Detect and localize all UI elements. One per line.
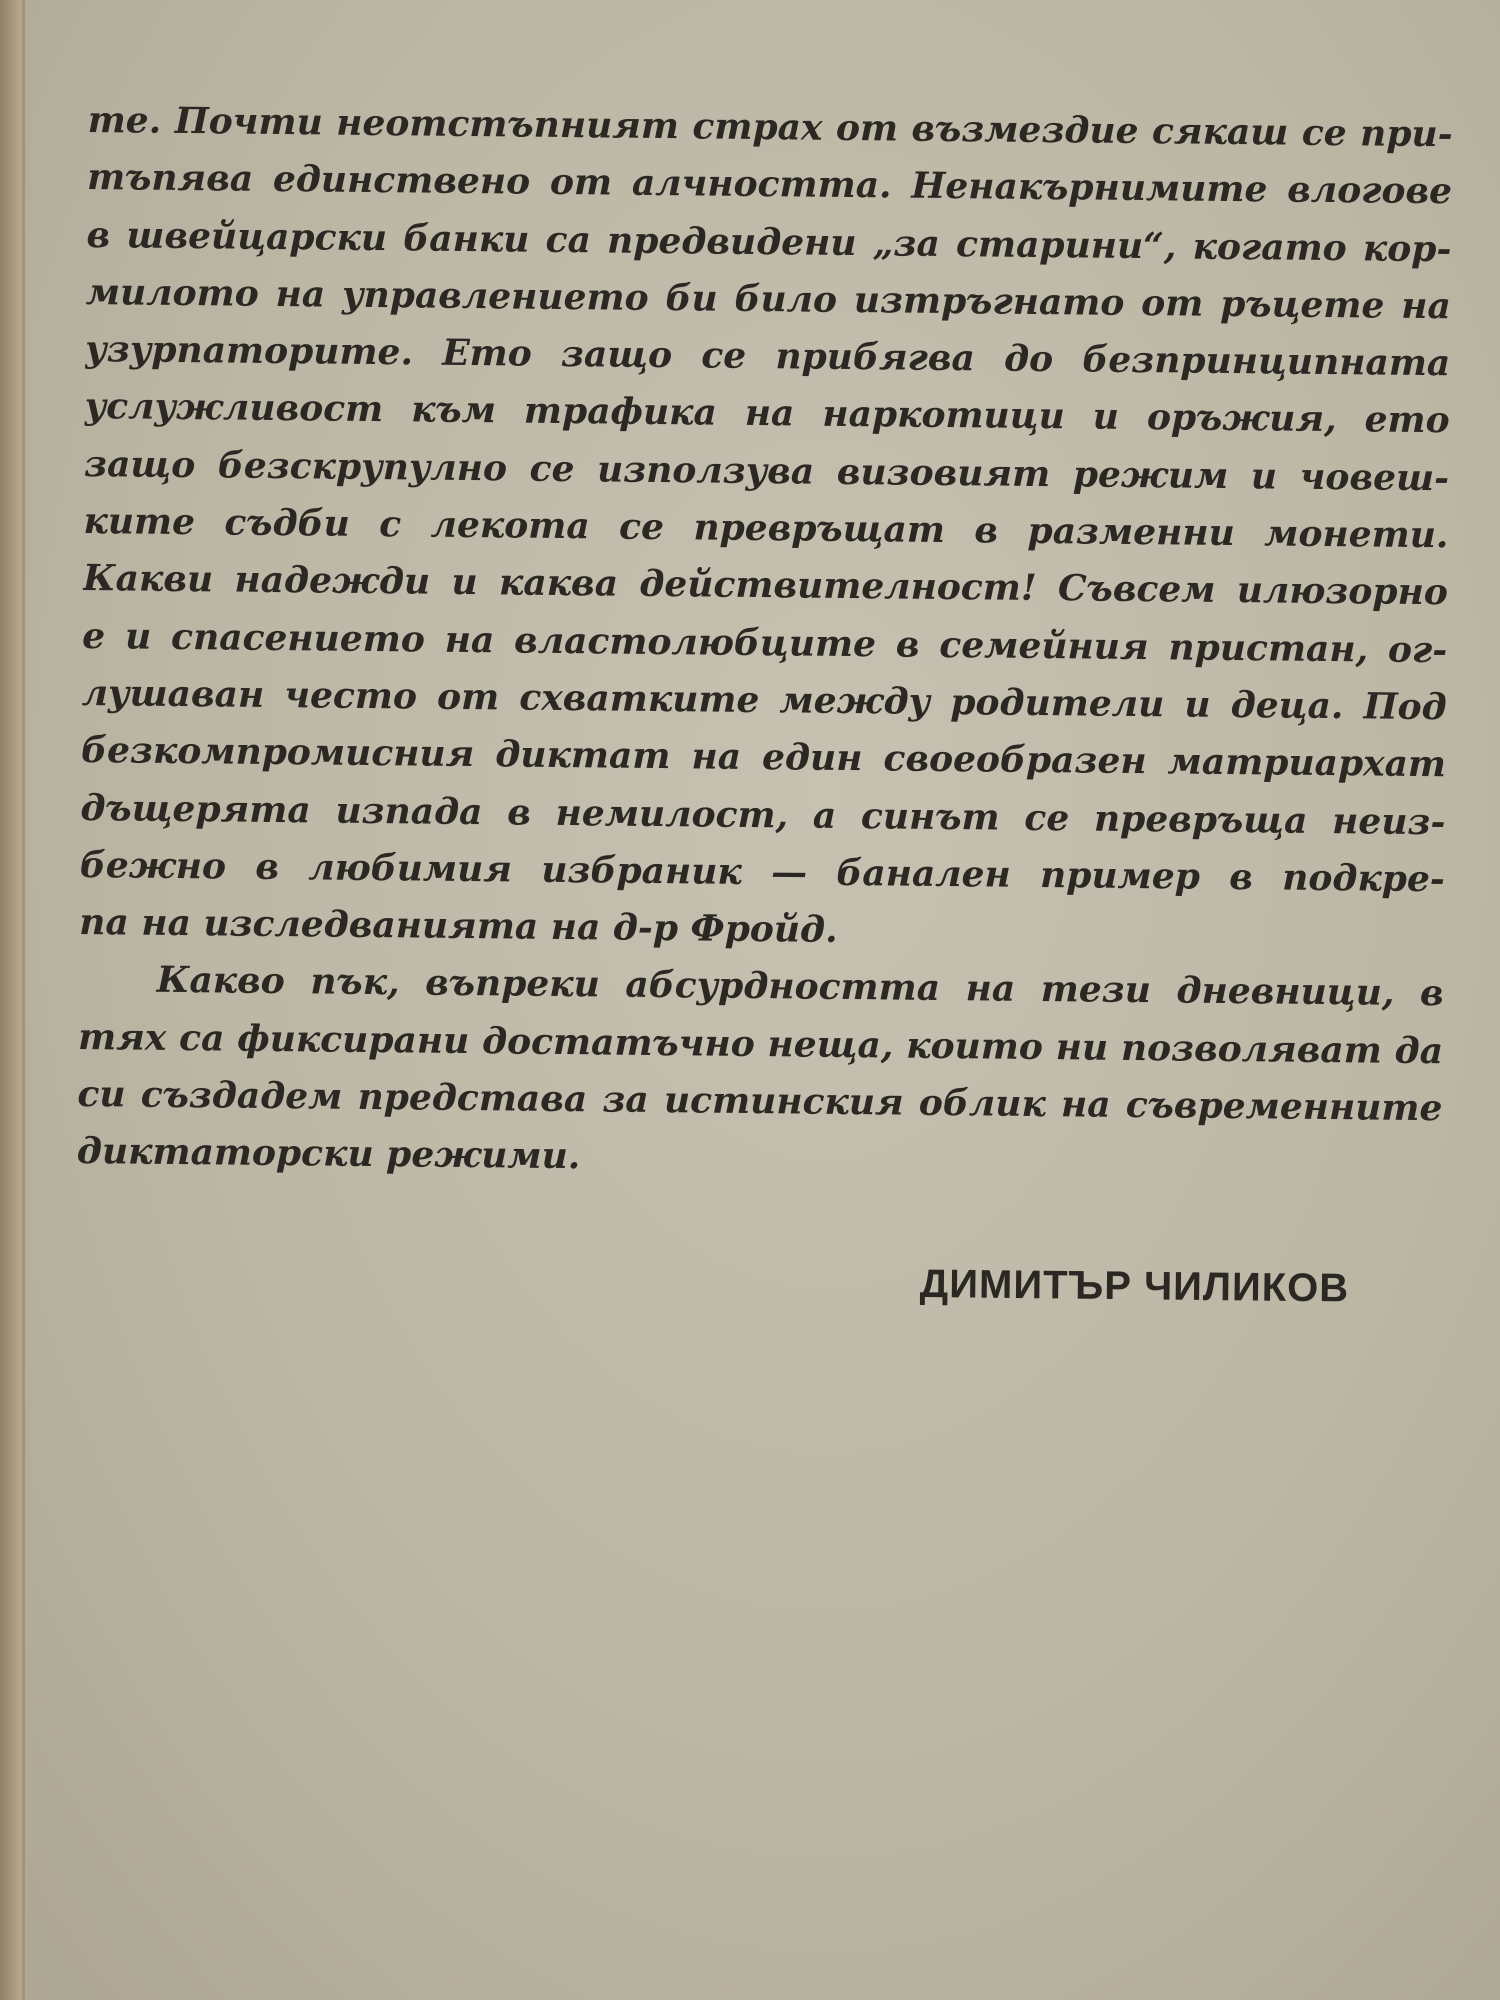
body-text: [77, 92, 1453, 1195]
text-line: милото на управлението би било изтръгнато от ръцете на: [85, 270, 1452, 328]
text-line: лушаван често от схватките между родители и деца. Под: [81, 671, 1447, 729]
text-line: Какви надежди и каква действителност! Съвсем илюзорно: [82, 557, 1449, 614]
text-line: си създадем представа за истинския облик на съвременните: [77, 1072, 1443, 1130]
text-line: тях са фиксирани достатъчно неща, които ни позволяват да: [77, 1015, 1444, 1072]
text-line: дъщерята изпада в немилост, а синът се превръща неиз-: [80, 786, 1446, 843]
text-line: диктаторски режими.: [76, 1130, 581, 1178]
text-line: безкомпромисния диктат на един своеобразен матриархат: [80, 729, 1447, 786]
text-line: тъпява единствено от алчността. Ненакърнимите влогове: [86, 156, 1453, 213]
text-line: узурпаторите. Ето защо се прибягва до безпринципната: [85, 328, 1451, 385]
text-line: те. Почти неотстъпният страх от възмездие сякаш се при-: [87, 98, 1453, 156]
page-binding-shadow: [0, 0, 30, 2000]
text-line: Какво пък, въпреки абсурдността на тези дневници, в: [156, 959, 1444, 1015]
text-line: па на изследванията на д-р Фройд.: [79, 901, 838, 952]
page-binding-edge: [22, 0, 25, 2000]
text-line: е и спасението на властолюбците в семейния пристан, ог-: [82, 614, 1448, 671]
text-line: бежно в любимия избраник — банален пример в подкре-: [79, 843, 1446, 901]
text-line: в швейцарски банки са предвидени „за старини“, когато кор-: [86, 213, 1452, 270]
text-line: ките съдби с лекота се превръщат в разменни монети.: [83, 500, 1449, 557]
text-line: защо безскрупулно се използува визовият режим и човеш-: [83, 442, 1450, 500]
text-line: услужливост към трафика на наркотици и оръжия, ето: [84, 385, 1450, 442]
author-signature: ДИМИТЪР ЧИЛИКОВ: [919, 1262, 1350, 1311]
